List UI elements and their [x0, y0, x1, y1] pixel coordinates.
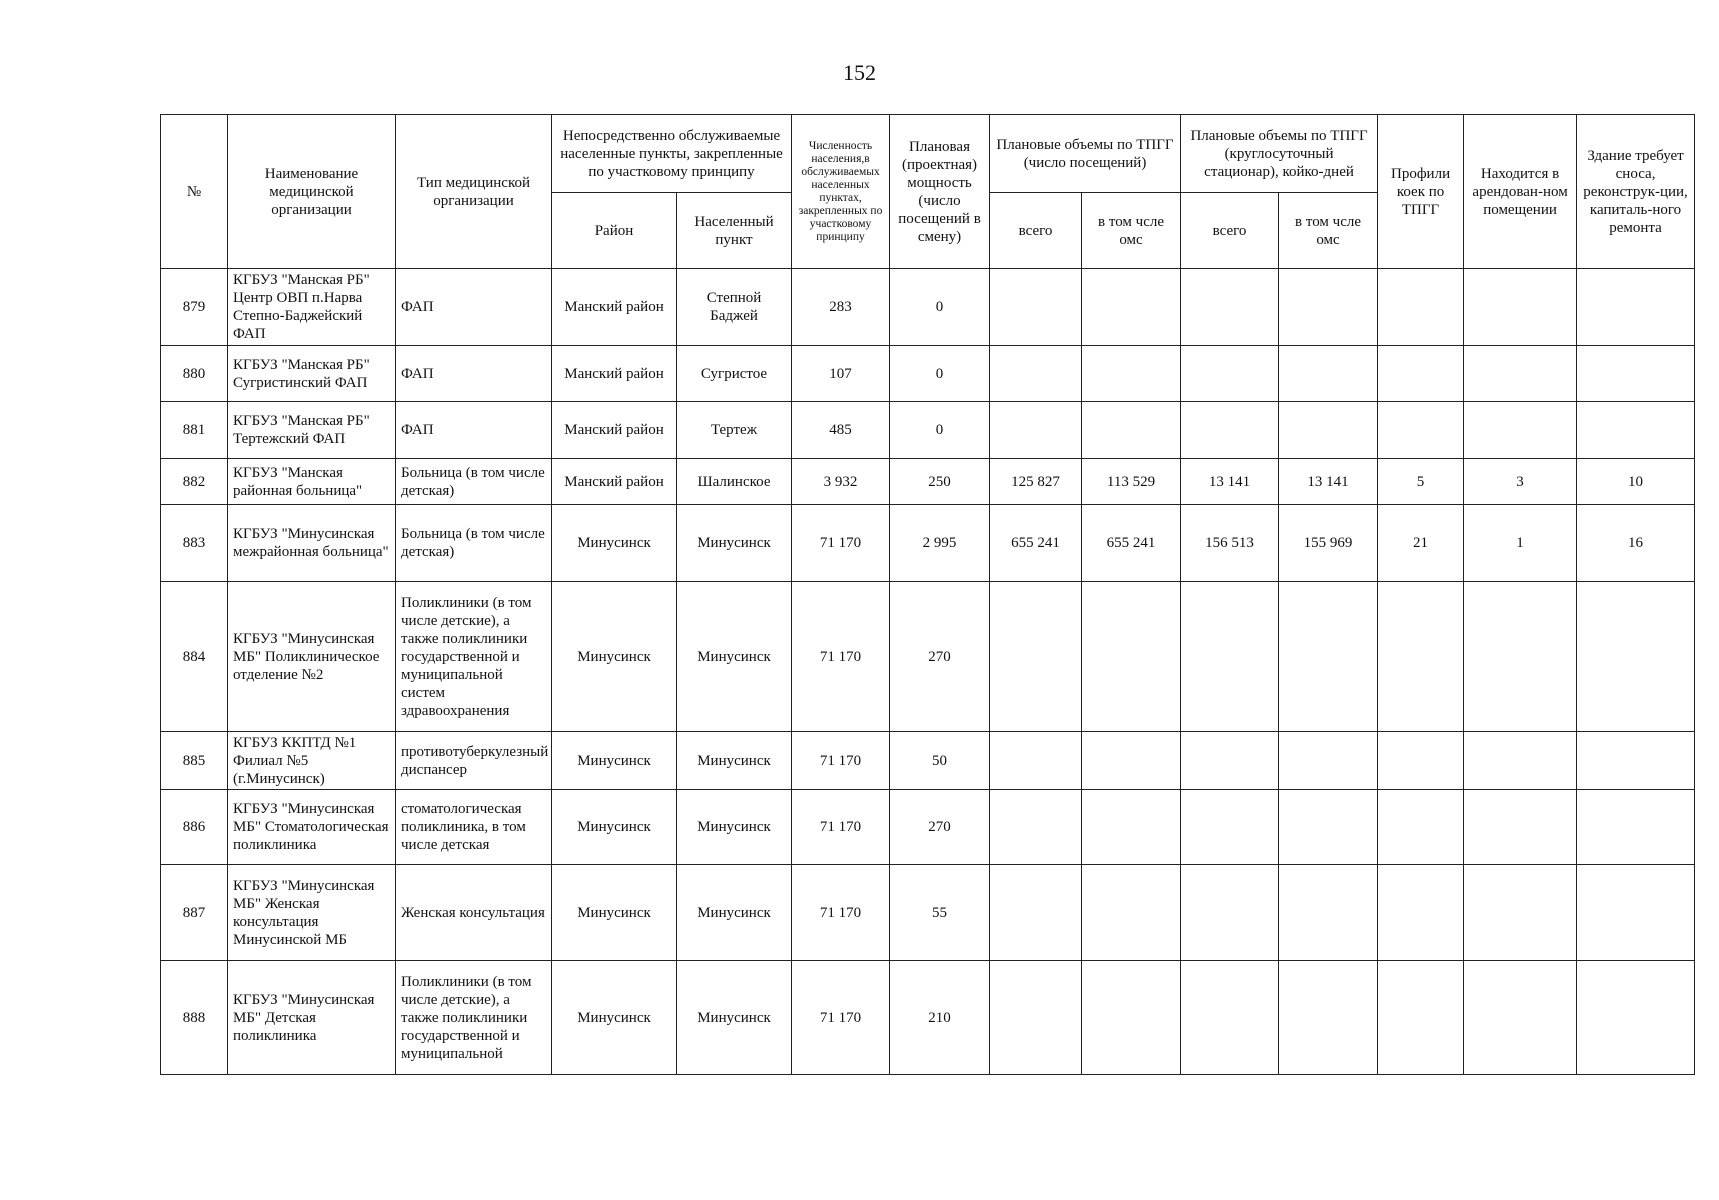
header-capacity: Плановая (проектная) мощность (число посещений в смену)	[890, 115, 990, 269]
cell-rented	[1464, 865, 1577, 961]
cell-rented: 3	[1464, 459, 1577, 505]
table-row	[161, 346, 1695, 402]
cell-org-type: ФАП	[396, 346, 552, 402]
header-org-name: Наименование медицинской организации	[228, 115, 396, 269]
cell-demolition	[1577, 961, 1695, 1075]
cell-visits-total: 655 241	[990, 505, 1082, 582]
cell-population: 3 932	[792, 459, 890, 505]
cell-capacity: 270	[890, 582, 990, 732]
cell-beds-oms: 13 141	[1279, 459, 1378, 505]
cell-capacity: 2 995	[890, 505, 990, 582]
header-row-1	[161, 115, 1695, 193]
header-rented: Находится в арендован-ном помещении	[1464, 115, 1577, 269]
cell-num: 886	[161, 790, 228, 865]
cell-beds-total	[1181, 732, 1279, 790]
cell-demolition	[1577, 346, 1695, 402]
cell-beds-total	[1181, 582, 1279, 732]
cell-org-name: КГБУЗ "Минусинская МБ" Женская консультация Минусинской МБ	[228, 865, 396, 961]
cell-bed-profiles: 21	[1378, 505, 1464, 582]
cell-district: Манский район	[552, 402, 677, 459]
cell-settlement: Шалинское	[677, 459, 792, 505]
cell-rented	[1464, 402, 1577, 459]
cell-bed-profiles	[1378, 865, 1464, 961]
cell-visits-oms	[1082, 269, 1181, 346]
cell-bed-profiles: 5	[1378, 459, 1464, 505]
cell-capacity: 0	[890, 269, 990, 346]
cell-visits-total	[990, 582, 1082, 732]
header-visits-group: Плановые объемы по ТПГГ (число посещений)	[990, 115, 1181, 193]
cell-org-name: КГБУЗ "Манская районная больница"	[228, 459, 396, 505]
cell-beds-oms	[1279, 790, 1378, 865]
cell-district: Манский район	[552, 459, 677, 505]
cell-beds-oms	[1279, 865, 1378, 961]
cell-org-name: КГБУЗ "Манская РБ" Центр ОВП п.Нарва Степно-Баджейский ФАП	[228, 269, 396, 346]
cell-num: 887	[161, 865, 228, 961]
header-visits-total: всего	[990, 193, 1082, 269]
table-row	[161, 459, 1695, 505]
cell-visits-oms: 655 241	[1082, 505, 1181, 582]
cell-capacity: 250	[890, 459, 990, 505]
cell-population: 71 170	[792, 790, 890, 865]
cell-settlement: Тертеж	[677, 402, 792, 459]
cell-visits-oms	[1082, 961, 1181, 1075]
cell-org-name: КГБУЗ "Минусинская МБ" Поликлиническое отделение №2	[228, 582, 396, 732]
cell-num: 888	[161, 961, 228, 1075]
cell-population: 485	[792, 402, 890, 459]
cell-population: 283	[792, 269, 890, 346]
cell-district: Минусинск	[552, 732, 677, 790]
cell-visits-total	[990, 269, 1082, 346]
cell-beds-oms	[1279, 582, 1378, 732]
cell-capacity: 0	[890, 346, 990, 402]
cell-population: 71 170	[792, 732, 890, 790]
cell-beds-total	[1181, 790, 1279, 865]
table-row	[161, 961, 1695, 1075]
header-beds-group: Плановые объемы по ТПГГ (круглосуточный стационар), койко-дней	[1181, 115, 1378, 193]
cell-org-type: ФАП	[396, 402, 552, 459]
cell-beds-oms	[1279, 961, 1378, 1075]
cell-visits-total	[990, 346, 1082, 402]
cell-beds-total: 156 513	[1181, 505, 1279, 582]
cell-visits-oms	[1082, 346, 1181, 402]
cell-visits-oms: 113 529	[1082, 459, 1181, 505]
cell-visits-oms	[1082, 865, 1181, 961]
cell-bed-profiles	[1378, 582, 1464, 732]
cell-beds-oms	[1279, 732, 1378, 790]
cell-visits-total	[990, 732, 1082, 790]
cell-beds-oms: 155 969	[1279, 505, 1378, 582]
cell-capacity: 55	[890, 865, 990, 961]
cell-settlement: Минусинск	[677, 790, 792, 865]
cell-district: Минусинск	[552, 961, 677, 1075]
cell-bed-profiles	[1378, 790, 1464, 865]
cell-demolition	[1577, 790, 1695, 865]
cell-beds-total	[1181, 865, 1279, 961]
header-org-type: Тип медицинской организации	[396, 115, 552, 269]
cell-demolition	[1577, 269, 1695, 346]
cell-demolition	[1577, 582, 1695, 732]
table-row	[161, 402, 1695, 459]
cell-bed-profiles	[1378, 732, 1464, 790]
cell-demolition: 10	[1577, 459, 1695, 505]
header-settlement: Населенный пункт	[677, 193, 792, 269]
cell-settlement: Минусинск	[677, 865, 792, 961]
cell-visits-total	[990, 961, 1082, 1075]
cell-org-name: КГБУЗ ККПТД №1 Филиал №5 (г.Минусинск)	[228, 732, 396, 790]
cell-visits-oms	[1082, 732, 1181, 790]
cell-org-name: КГБУЗ "Манская РБ" Сугристинский ФАП	[228, 346, 396, 402]
cell-rented	[1464, 790, 1577, 865]
cell-org-type: противотуберкулезный диспансер	[396, 732, 552, 790]
cell-visits-oms	[1082, 582, 1181, 732]
cell-beds-total	[1181, 346, 1279, 402]
header-served-group: Непосредственно обслуживаемые населенные пункты, закрепленные по участковому принципу	[552, 115, 792, 193]
cell-num: 884	[161, 582, 228, 732]
cell-org-type: Поликлиники (в том числе детские), а также поликлиники государственной и муниципальной	[396, 961, 552, 1075]
cell-capacity: 0	[890, 402, 990, 459]
cell-settlement: Минусинск	[677, 732, 792, 790]
cell-org-name: КГБУЗ "Минусинская МБ" Детская поликлиника	[228, 961, 396, 1075]
cell-settlement: Минусинск	[677, 505, 792, 582]
cell-org-type: ФАП	[396, 269, 552, 346]
cell-population: 107	[792, 346, 890, 402]
cell-population: 71 170	[792, 582, 890, 732]
cell-visits-total	[990, 402, 1082, 459]
cell-capacity: 210	[890, 961, 990, 1075]
cell-org-type: стоматологическая поликлиника, в том числе детская	[396, 790, 552, 865]
cell-num: 883	[161, 505, 228, 582]
header-bed-profiles: Профили коек по ТПГГ	[1378, 115, 1464, 269]
organizations-table	[160, 114, 1695, 1075]
header-beds-total: всего	[1181, 193, 1279, 269]
cell-demolition	[1577, 865, 1695, 961]
cell-demolition	[1577, 732, 1695, 790]
cell-org-type: Женская консультация	[396, 865, 552, 961]
cell-visits-total	[990, 790, 1082, 865]
table-row	[161, 790, 1695, 865]
cell-settlement: Минусинск	[677, 582, 792, 732]
cell-num: 880	[161, 346, 228, 402]
cell-visits-total	[990, 865, 1082, 961]
cell-population: 71 170	[792, 865, 890, 961]
cell-district: Минусинск	[552, 582, 677, 732]
cell-org-name: КГБУЗ "Манская РБ" Тертежский ФАП	[228, 402, 396, 459]
cell-num: 882	[161, 459, 228, 505]
header-visits-oms: в том чсле омс	[1082, 193, 1181, 269]
cell-capacity: 50	[890, 732, 990, 790]
cell-settlement: Сугристое	[677, 346, 792, 402]
cell-rented	[1464, 732, 1577, 790]
header-num: №	[161, 115, 228, 269]
cell-district: Минусинск	[552, 790, 677, 865]
cell-beds-oms	[1279, 346, 1378, 402]
cell-org-name: КГБУЗ "Минусинская межрайонная больница"	[228, 505, 396, 582]
cell-population: 71 170	[792, 505, 890, 582]
cell-rented: 1	[1464, 505, 1577, 582]
cell-beds-total: 13 141	[1181, 459, 1279, 505]
cell-population: 71 170	[792, 961, 890, 1075]
cell-beds-oms	[1279, 269, 1378, 346]
cell-demolition	[1577, 402, 1695, 459]
cell-visits-total: 125 827	[990, 459, 1082, 505]
cell-org-name: КГБУЗ "Минусинская МБ" Стоматологическая поликлиника	[228, 790, 396, 865]
header-beds-oms: в том чсле омс	[1279, 193, 1378, 269]
cell-org-type: Больница (в том числе детская)	[396, 459, 552, 505]
cell-bed-profiles	[1378, 402, 1464, 459]
cell-settlement: Степной Баджей	[677, 269, 792, 346]
cell-rented	[1464, 269, 1577, 346]
cell-visits-oms	[1082, 790, 1181, 865]
cell-capacity: 270	[890, 790, 990, 865]
cell-district: Минусинск	[552, 865, 677, 961]
cell-num: 881	[161, 402, 228, 459]
table-row	[161, 865, 1695, 961]
cell-bed-profiles	[1378, 269, 1464, 346]
cell-beds-total	[1181, 961, 1279, 1075]
cell-num: 879	[161, 269, 228, 346]
table-row	[161, 269, 1695, 346]
header-district: Район	[552, 193, 677, 269]
table-row	[161, 732, 1695, 790]
cell-bed-profiles	[1378, 346, 1464, 402]
header-population: Численность населения,в обслуживаемых населенных пунктах, закрепленных по участковому принципу	[792, 115, 890, 269]
cell-district: Манский район	[552, 346, 677, 402]
cell-beds-total	[1181, 402, 1279, 459]
cell-district: Минусинск	[552, 505, 677, 582]
cell-org-type: Поликлиники (в том числе детские), а также поликлиники государственной и муниципальной систем здравоохранения	[396, 582, 552, 732]
table-row	[161, 582, 1695, 732]
cell-bed-profiles	[1378, 961, 1464, 1075]
cell-visits-oms	[1082, 402, 1181, 459]
cell-org-type: Больница (в том числе детская)	[396, 505, 552, 582]
cell-beds-total	[1181, 269, 1279, 346]
page-number: 152	[843, 60, 876, 85]
cell-rented	[1464, 346, 1577, 402]
cell-settlement: Минусинск	[677, 961, 792, 1075]
table-row	[161, 505, 1695, 582]
cell-district: Манский район	[552, 269, 677, 346]
header-demolition: Здание требует сноса, реконструк-ции, капиталь-ного ремонта	[1577, 115, 1695, 269]
cell-num: 885	[161, 732, 228, 790]
cell-beds-oms	[1279, 402, 1378, 459]
cell-demolition: 16	[1577, 505, 1695, 582]
cell-rented	[1464, 582, 1577, 732]
cell-rented	[1464, 961, 1577, 1075]
